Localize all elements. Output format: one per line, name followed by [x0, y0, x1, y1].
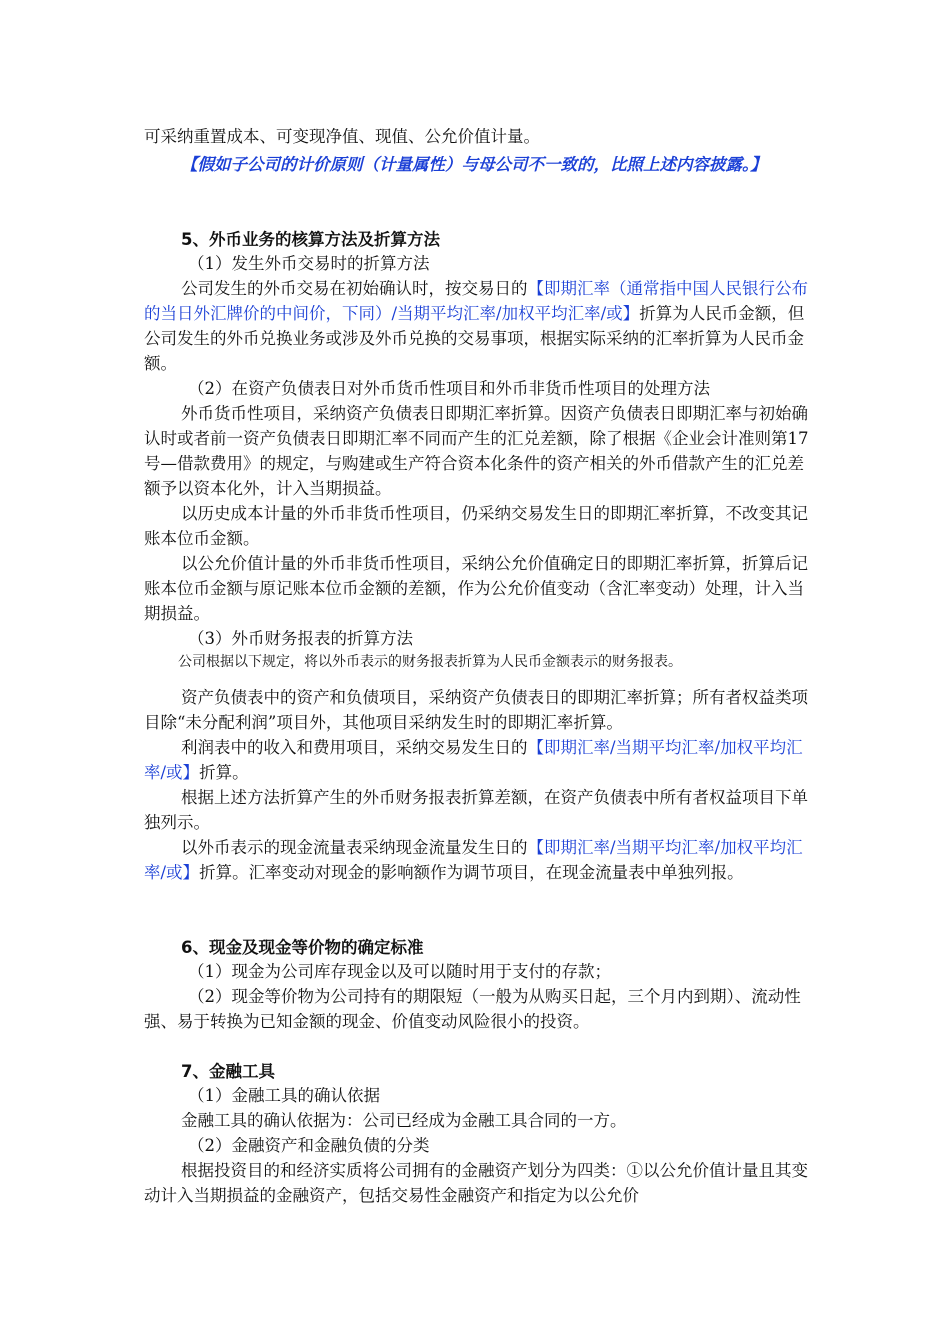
paragraph: 公司根据以下规定，将以外币表示的财务报表折算为人民币金额表示的财务报表。: [178, 654, 682, 670]
paragraph: 根据投资目的和经济实质将公司拥有的金融资产划分为四类：①以公允价值计量且其变动计入当期损益的金融资产，包括交易性金融资产和指定为以公允价: [144, 1161, 808, 1205]
paragraph: 金融工具的确认依据为：公司已经成为金融工具合同的一方。: [181, 1111, 627, 1130]
note-paragraph: 【假如子公司的计价原则（计量属性）与母公司不一致的，比照上述内容披露。】: [181, 155, 767, 174]
text: 折算。: [199, 763, 249, 782]
subsection-heading: （2）金融资产和金融负债的分类: [188, 1136, 430, 1155]
section-heading-5: 5、外币业务的核算方法及折算方法: [181, 230, 440, 249]
paragraph: 根据上述方法折算产生的外币财务报表折算差额，在资产负债表中所有者权益项目下单独列示。: [144, 788, 808, 832]
paragraph: [144, 835, 820, 885]
subsection-heading: （3）外币财务报表的折算方法: [188, 629, 413, 648]
highlight-text: 【即期汇率/当期平均汇率/加权平均汇率/或】: [144, 738, 803, 782]
text: 公司发生的外币交易在初始确认时，按交易日的: [181, 279, 528, 298]
paragraph: （2）现金等价物为公司持有的期限短（一般为从购买日起，三个月内到期）、流动性强、易于转换为已知金额的现金、价值变动风险很小的投资。: [144, 987, 801, 1031]
paragraph: 以历史成本计量的外币非货币性项目，仍采纳交易发生日的即期汇率折算，不改变其记账本位币金额。: [144, 504, 808, 548]
paragraph: 可采纳重置成本、可变现净值、现值、公允价值计量。: [144, 127, 540, 146]
paragraph: 以公允价值计量的外币非货币性项目，采纳公允价值确定日的即期汇率折算，折算后记账本位币金额与原记账本位币金额的差额，作为公允价值变动（含汇率变动）处理，计入当期损益。: [144, 554, 808, 623]
paragraph: [144, 735, 820, 785]
paragraph: （1）现金为公司库存现金以及可以随时用于支付的存款；: [188, 962, 611, 981]
text: 利润表中的收入和费用项目，采纳交易发生日的: [181, 738, 528, 757]
highlight-text: 【即期汇率（通常指中国人民银行公布的当日外汇牌价的中间价，下同）/当期平均汇率/加权平均汇率/或】: [144, 279, 808, 323]
text: 折算。汇率变动对现金的影响额作为调节项目，在现金流量表中单独列报。: [199, 863, 744, 882]
subsection-heading: （1）发生外币交易时的折算方法: [188, 254, 430, 273]
text: 折算为人民币金额，但公司发生的外币兑换业务或涉及外币兑换的交易事项，根据实际采纳的汇率折算为人民币金额。: [144, 304, 805, 373]
paragraph: 资产负债表中的资产和负债项目，采纳资产负债表日的即期汇率折算；所有者权益类项目除“未分配利润”项目外，其他项目采纳发生时的即期汇率折算。: [144, 688, 808, 732]
paragraph: 外币货币性项目，采纳资产负债表日即期汇率折算。因资产负债表日即期汇率与初始确认时或者前一资产负债表日即期汇率不同而产生的汇兑差额，除了根据《企业会计准则第17号—借款费用》的规定，与购建或生产符合资本化条件的资产相关的外币借款产生的汇兑差额予以资本化外，计入当期损益。: [144, 404, 809, 498]
highlight-text: 【即期汇率/当期平均汇率/加权平均汇率/或】: [144, 838, 803, 882]
section-heading-7: 7、金融工具: [181, 1062, 275, 1081]
text: 以外币表示的现金流量表采纳现金流量发生日的: [181, 838, 528, 857]
subsection-heading: （2）在资产负债表日对外币货币性项目和外币非货币性项目的处理方法: [188, 379, 710, 398]
section-heading-6: 6、现金及现金等价物的确定标准: [181, 938, 424, 957]
subsection-heading: （1）金融工具的确认依据: [188, 1086, 380, 1105]
paragraph: [144, 276, 820, 376]
